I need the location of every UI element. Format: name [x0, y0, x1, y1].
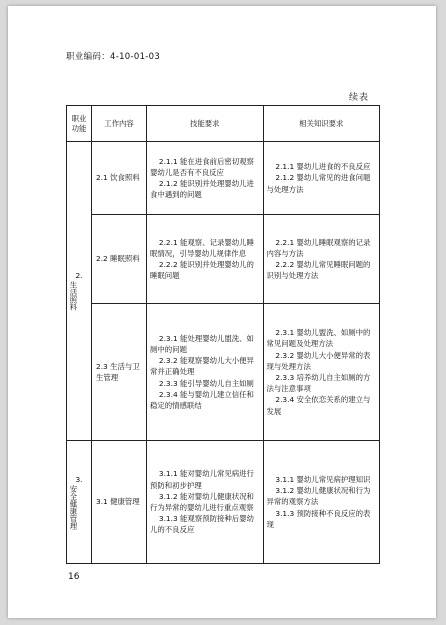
continued-label: 续表	[349, 93, 370, 103]
skill-item: 3.1.3 能观察预防接种后婴幼儿的不良反应	[150, 514, 254, 535]
skill-item: 2.1.1 能在进食前后密切观察婴幼儿是否有不良反应	[150, 156, 254, 177]
work-content-cell: 2.3 生活与卫生管理	[92, 304, 147, 441]
knowledge-cell	[263, 304, 380, 441]
function-name: 安全健康管理	[69, 484, 78, 530]
header-function: 职业功能	[67, 106, 92, 142]
skill-item: 2.3.2 能观察婴幼儿大小便异常并正确处理	[150, 356, 254, 377]
knowledge-item: 2.2.2 婴幼儿常见睡眠问题的识别与处理方法	[266, 260, 371, 281]
skills-cell	[147, 441, 264, 564]
header-knowledge: 相关知识要求	[263, 106, 380, 142]
skill-item: 2.1.2 能识别并处理婴幼儿进食中遇到的问题	[150, 179, 254, 200]
skill-item: 2.2.1 能观察、记录婴幼儿睡眠情况，引导婴幼儿规律作息	[150, 237, 254, 258]
knowledge-item: 2.1.2 婴幼儿常见的进食问题与处理方法	[266, 173, 371, 194]
table-row	[67, 304, 380, 441]
header-content: 工作内容	[92, 106, 147, 142]
table-row	[67, 142, 380, 215]
knowledge-item: 2.3.1 婴幼儿盥洗、如厕中的常见问题及处理方法	[266, 328, 371, 349]
skill-item: 2.3.1 能处理婴幼儿盥洗、如厕中的问题	[150, 333, 254, 354]
function-cell-life-care	[67, 142, 92, 441]
skill-item: 2.3.3 能引导婴幼儿自主如厕	[158, 378, 254, 388]
knowledge-cell	[263, 142, 380, 215]
table-row	[67, 215, 380, 304]
knowledge-item: 3.1.1 婴幼儿常见病护理知识	[275, 474, 371, 484]
knowledge-item: 3.1.3 预防接种不良反应的表现	[266, 508, 371, 529]
document-page	[8, 6, 436, 618]
knowledge-item: 2.3.3 培养幼儿自主如厕的方法与注意事项	[266, 373, 371, 394]
knowledge-item: 2.3.4 安全依恋关系的建立与发展	[266, 395, 371, 416]
knowledge-cell	[263, 215, 380, 304]
skill-item: 2.3.4 能与婴幼儿建立信任和稳定的情感联结	[150, 389, 254, 410]
function-name: 生活照料	[69, 281, 78, 311]
function-number: 3.	[75, 474, 83, 484]
table-header-row	[67, 106, 380, 142]
work-content-cell: 2.2 睡眠照料	[92, 215, 147, 304]
skill-item: 3.1.1 能对婴幼儿常见病进行预防和初步护理	[150, 469, 254, 490]
knowledge-item: 2.1.1 婴幼儿进食的不良反应	[275, 162, 371, 172]
page-number: 16	[68, 572, 80, 582]
work-content-cell: 3.1 健康管理	[92, 441, 147, 564]
skills-cell	[147, 215, 264, 304]
knowledge-item: 2.2.1 婴幼儿睡眠观察的记录内容与方法	[266, 237, 371, 258]
skill-item: 3.1.2 能对婴幼儿健康状况和行为异常的婴幼儿进行重点观察	[150, 491, 254, 512]
skills-cell	[147, 142, 264, 215]
header-skills: 技能要求	[147, 106, 264, 142]
knowledge-item: 2.3.2 婴幼儿大小便异常的表现与处理方法	[266, 350, 371, 371]
knowledge-cell	[263, 441, 380, 564]
work-content-cell: 2.1 饮食照料	[92, 142, 147, 215]
function-cell-safety-health	[67, 441, 92, 564]
knowledge-item: 3.1.2 婴幼儿健康状况和行为异常的观察方法	[266, 486, 371, 507]
occupation-code: 职业编码：4-10-01-03	[66, 52, 161, 62]
skills-cell	[147, 304, 264, 441]
skills-table	[66, 105, 380, 564]
function-number: 2.	[75, 271, 83, 281]
table-row	[67, 441, 380, 564]
skill-item: 2.2.2 能识别并处理婴幼儿的睡眠问题	[150, 260, 254, 281]
